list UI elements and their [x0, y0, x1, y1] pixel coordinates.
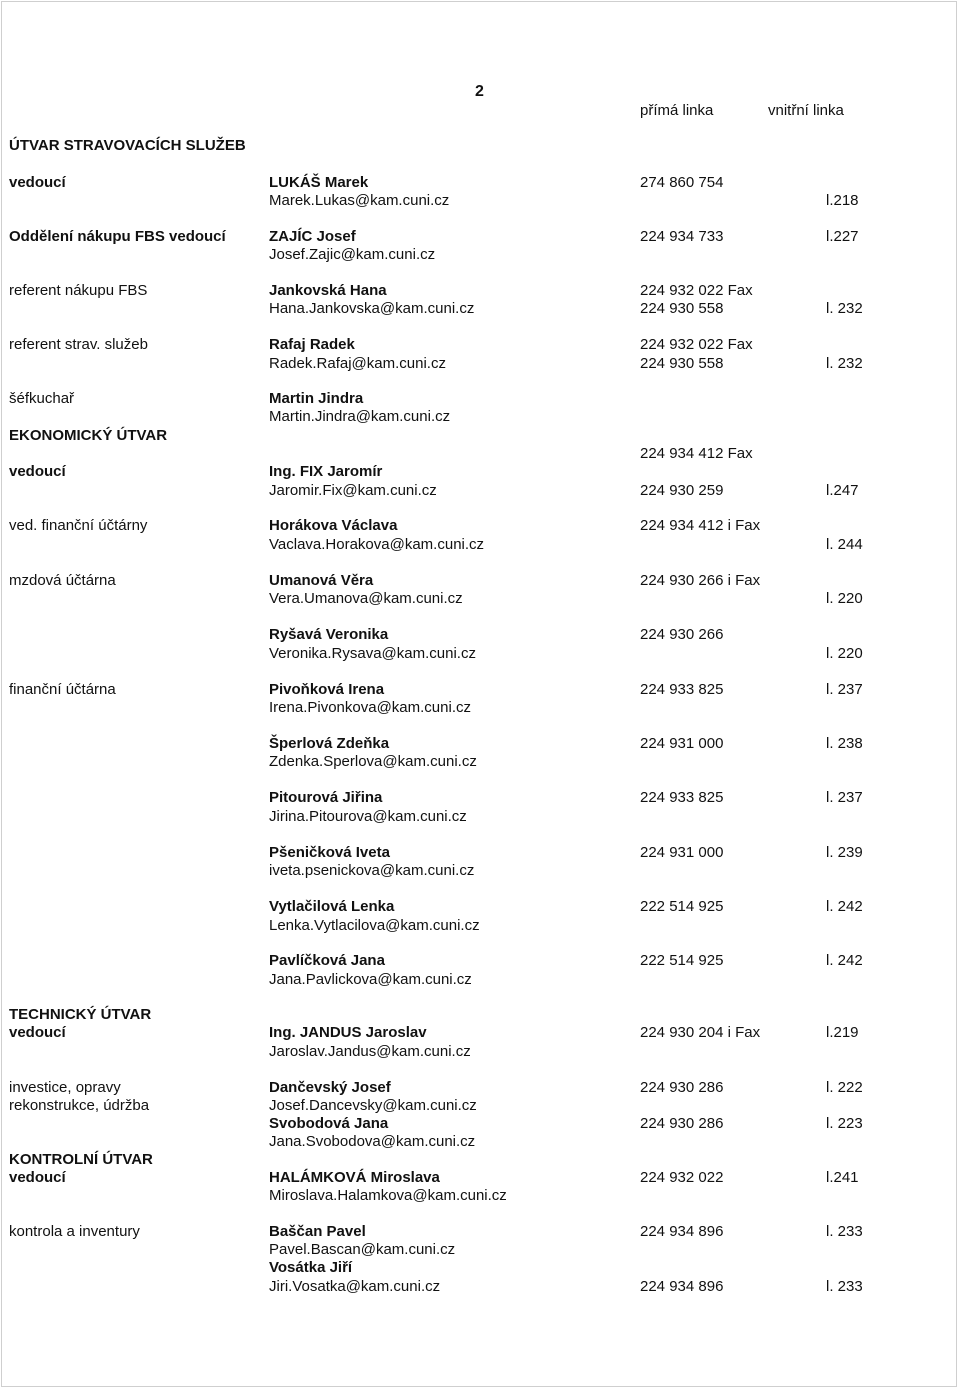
role-label: šéfkuchař [9, 390, 75, 407]
section-heading: vedoucí [9, 463, 66, 480]
person-name: Pitourová Jiřina [269, 789, 383, 806]
email-address: Martin.Jindra@kam.cuni.cz [269, 408, 451, 425]
person-name: Pivoňková Irena [269, 681, 385, 698]
email-address: iveta.psenickova@kam.cuni.cz [269, 862, 475, 879]
email-address: Jiri.Vosatka@kam.cuni.cz [269, 1278, 441, 1295]
internal-line-number: l. 237 [826, 789, 863, 806]
email-address: Jana.Svobodova@kam.cuni.cz [269, 1133, 476, 1150]
column-header-internal-line: vnitřní linka [768, 102, 844, 119]
internal-line-number: l. 233 [826, 1223, 863, 1240]
email-address: Miroslava.Halamkova@kam.cuni.cz [269, 1187, 507, 1204]
email-address: Jirina.Pitourova@kam.cuni.cz [269, 808, 467, 825]
internal-line-number: l. 237 [826, 681, 863, 698]
phone-number: 224 933 825 [640, 681, 724, 698]
email-address: Radek.Rafaj@kam.cuni.cz [269, 355, 446, 372]
phone-number: 224 931 000 [640, 735, 724, 752]
email-address: Marek.Lukas@kam.cuni.cz [269, 192, 450, 209]
phone-number: 222 514 925 [640, 898, 724, 915]
internal-line-number: l.218 [826, 192, 859, 209]
person-name: ZAJÍC Josef [269, 228, 356, 245]
phone-number: 224 934 412 i Fax [640, 517, 761, 534]
phone-number: 224 933 825 [640, 789, 724, 806]
role-label: mzdová účtárna [9, 572, 116, 589]
phone-number: 224 930 558 [640, 355, 724, 372]
column-header-direct-line: přímá linka [640, 102, 714, 119]
section-heading: ÚTVAR STRAVOVACÍCH SLUŽEB [9, 137, 246, 154]
phone-number: 224 934 412 Fax [640, 445, 753, 462]
internal-line-number: l. 220 [826, 590, 863, 607]
email-address: Lenka.Vytlacilova@kam.cuni.cz [269, 917, 480, 934]
phone-number: 224 930 204 i Fax [640, 1024, 761, 1041]
internal-line-number: l. 223 [826, 1115, 863, 1132]
phone-number: 224 932 022 Fax [640, 336, 753, 353]
role-label: investice, opravy [9, 1079, 121, 1096]
internal-line-number: l. 232 [826, 300, 863, 317]
internal-line-number: l. 244 [826, 536, 863, 553]
person-name: Rafaj Radek [269, 336, 355, 353]
phone-number: 224 931 000 [640, 844, 724, 861]
email-address: Jana.Pavlickova@kam.cuni.cz [269, 971, 472, 988]
person-name: Ing. FIX Jaromír [269, 463, 383, 480]
page-number: 2 [475, 83, 484, 100]
role-label: rekonstrukce, údržba [9, 1097, 150, 1114]
email-address: Josef.Dancevsky@kam.cuni.cz [269, 1097, 477, 1114]
section-heading: TECHNICKÝ ÚTVAR [9, 1006, 152, 1023]
email-address: Jaroslav.Jandus@kam.cuni.cz [269, 1043, 471, 1060]
role-label: kontrola a inventury [9, 1223, 140, 1240]
section-heading: EKONOMICKÝ ÚTVAR [9, 427, 168, 444]
role-label: referent strav. služeb [9, 336, 148, 353]
email-address: Josef.Zajic@kam.cuni.cz [269, 246, 436, 263]
person-name: Pšeničková Iveta [269, 844, 390, 861]
internal-line-number: l. 233 [826, 1278, 863, 1295]
person-name: Vosátka Jiří [269, 1259, 353, 1276]
internal-line-number: l. 222 [826, 1079, 863, 1096]
phone-number: 224 930 259 [640, 482, 724, 499]
email-address: Vaclava.Horakova@kam.cuni.cz [269, 536, 485, 553]
section-heading: vedoucí [9, 174, 66, 191]
role-label: ved. finanční účtárny [9, 517, 148, 534]
role-label: referent nákupu FBS [9, 282, 148, 299]
phone-number: 224 930 286 [640, 1115, 724, 1132]
email-address: Irena.Pivonkova@kam.cuni.cz [269, 699, 471, 716]
role-label: finanční účtárna [9, 681, 116, 698]
phone-number: 274 860 754 [640, 174, 724, 191]
page-frame [1, 1, 957, 1387]
phone-number: 224 934 896 [640, 1223, 724, 1240]
person-name: HALÁMKOVÁ Miroslava [269, 1169, 440, 1186]
section-heading: KONTROLNÍ ÚTVAR [9, 1151, 153, 1168]
person-name: Baščan Pavel [269, 1223, 366, 1240]
person-name: Jankovská Hana [269, 282, 387, 299]
phone-number: 224 930 266 [640, 626, 724, 643]
person-name: Vytlačilová Lenka [269, 898, 395, 915]
person-name: LUKÁŠ Marek [269, 174, 369, 191]
phone-number: 224 932 022 Fax [640, 282, 753, 299]
email-address: Hana.Jankovska@kam.cuni.cz [269, 300, 475, 317]
person-name: Umanová Věra [269, 572, 374, 589]
internal-line-number: l. 242 [826, 952, 863, 969]
internal-line-number: l. 238 [826, 735, 863, 752]
internal-line-number: l. 242 [826, 898, 863, 915]
internal-line-number: l.241 [826, 1169, 859, 1186]
internal-line-number: l.247 [826, 482, 859, 499]
person-name: Dančevský Josef [269, 1079, 391, 1096]
person-name: Martin Jindra [269, 390, 364, 407]
person-name: Ryšavá Veronika [269, 626, 389, 643]
phone-number: 224 930 286 [640, 1079, 724, 1096]
email-address: Jaromir.Fix@kam.cuni.cz [269, 482, 437, 499]
email-address: Pavel.Bascan@kam.cuni.cz [269, 1241, 456, 1258]
person-name: Šperlová Zdeňka [269, 735, 390, 752]
internal-line-number: l. 239 [826, 844, 863, 861]
section-heading: Oddělení nákupu FBS vedoucí [9, 228, 226, 245]
person-name: Ing. JANDUS Jaroslav [269, 1024, 427, 1041]
email-address: Zdenka.Sperlova@kam.cuni.cz [269, 753, 477, 770]
section-heading: vedoucí [9, 1024, 66, 1041]
phone-number: 224 932 022 [640, 1169, 724, 1186]
internal-line-number: l. 220 [826, 645, 863, 662]
phone-number: 222 514 925 [640, 952, 724, 969]
section-heading: vedoucí [9, 1169, 66, 1186]
phone-number: 224 934 733 [640, 228, 724, 245]
email-address: Vera.Umanova@kam.cuni.cz [269, 590, 463, 607]
phone-number: 224 934 896 [640, 1278, 724, 1295]
person-name: Svobodová Jana [269, 1115, 389, 1132]
person-name: Horákova Václava [269, 517, 398, 534]
internal-line-number: l.227 [826, 228, 859, 245]
email-address: Veronika.Rysava@kam.cuni.cz [269, 645, 476, 662]
phone-number: 224 930 558 [640, 300, 724, 317]
internal-line-number: l. 232 [826, 355, 863, 372]
person-name: Pavlíčková Jana [269, 952, 385, 969]
phone-number: 224 930 266 i Fax [640, 572, 761, 589]
internal-line-number: l.219 [826, 1024, 859, 1041]
